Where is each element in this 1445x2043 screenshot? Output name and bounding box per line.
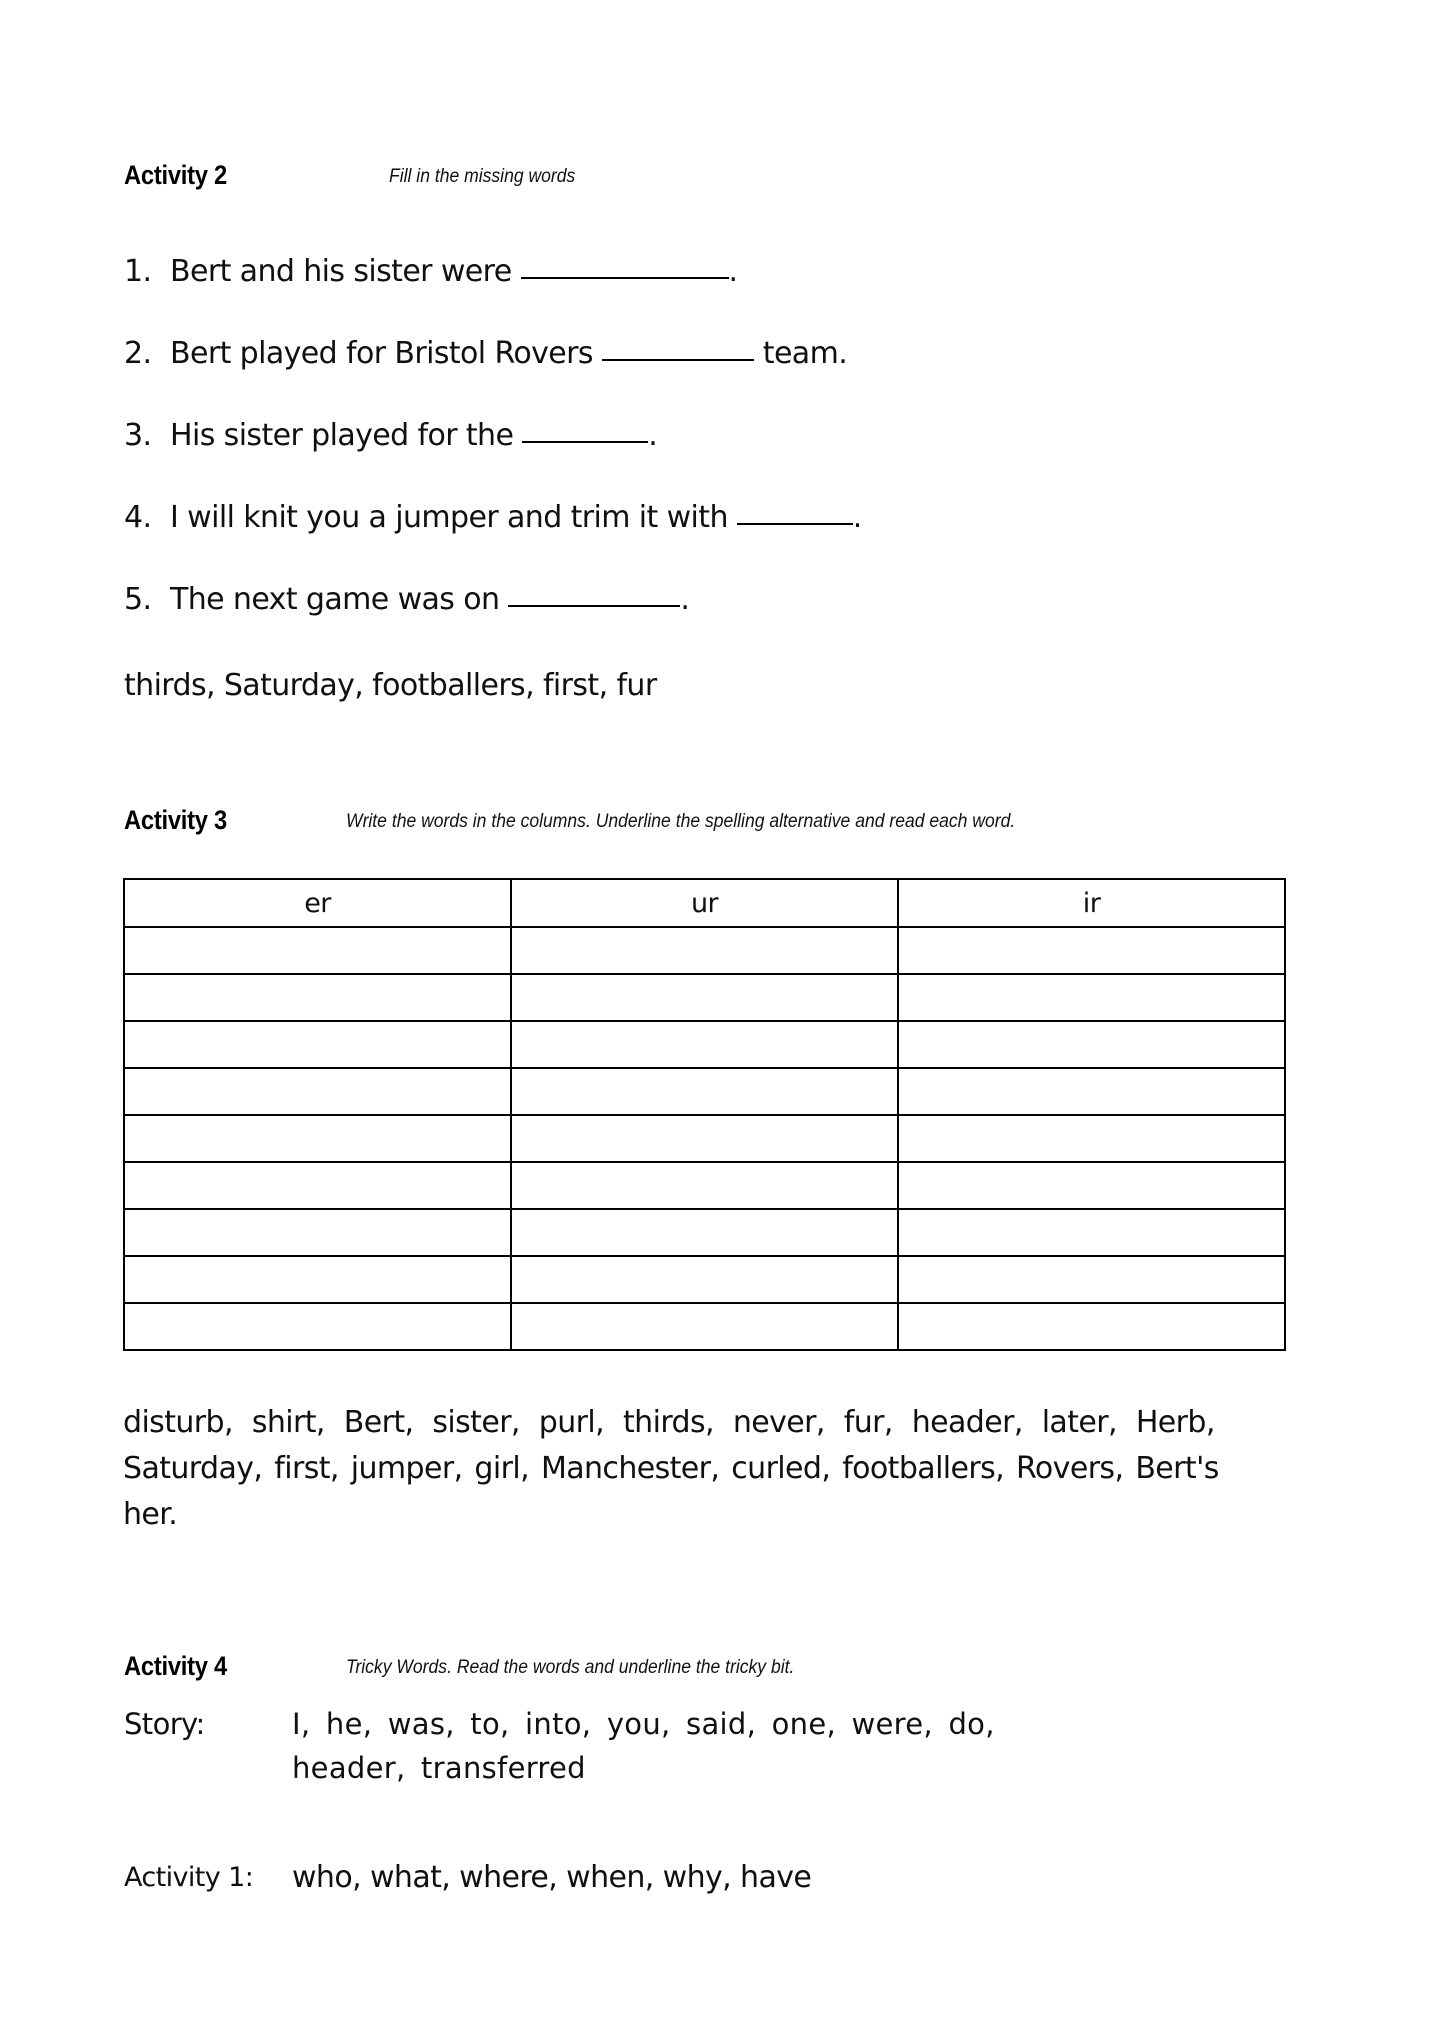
activity2-question-3: [124, 419, 657, 453]
word-bank-line: disturb, shirt, Bert, sister, purl, thirds, never, fur, header, later, Herb,: [123, 1405, 1215, 1440]
cell-er[interactable]: [124, 1068, 511, 1115]
cell-ur[interactable]: [511, 1209, 898, 1256]
question-text: Bert and his sister were: [170, 254, 512, 289]
column-header-ur: ur: [511, 879, 898, 927]
story-word-line: I, he, was, to, into, you, said, one, were, do,: [292, 1707, 995, 1741]
table-body: [124, 927, 1285, 1350]
answer-blank-3[interactable]: [522, 419, 648, 443]
activity2-question-1: [124, 255, 737, 289]
activity2-instruction: Fill in the missing words: [389, 165, 576, 187]
table-row: [124, 974, 1285, 1021]
cell-ur[interactable]: [511, 1303, 898, 1350]
cell-ir[interactable]: [898, 1209, 1285, 1256]
table-row: [124, 927, 1285, 974]
question-number: 5.: [124, 582, 152, 617]
question-number: 1.: [124, 254, 152, 289]
question-text: The next game was on: [170, 582, 500, 617]
question-number: 2.: [124, 336, 152, 371]
activity2-word-bank: thirds, Saturday, footballers, first, fur: [124, 668, 657, 703]
column-header-er: er: [124, 879, 511, 927]
cell-ir[interactable]: [898, 1021, 1285, 1068]
activity4-title: Activity 4: [124, 1651, 228, 1681]
cell-ir[interactable]: [898, 1162, 1285, 1209]
word-bank-line: Saturday, first, jumper, girl, Manchester, curled, footballers, Rovers, Bert's: [123, 1451, 1219, 1486]
cell-ir[interactable]: [898, 927, 1285, 974]
activity1-tricky-words-row: [124, 1860, 1224, 1902]
cell-er[interactable]: [124, 1303, 511, 1350]
answer-blank-4[interactable]: [737, 501, 853, 525]
cell-er[interactable]: [124, 1162, 511, 1209]
table-row: [124, 1256, 1285, 1303]
cell-ir[interactable]: [898, 1068, 1285, 1115]
table-row: [124, 1068, 1285, 1115]
activity4-header: [124, 1651, 1224, 1685]
activity3-header: [124, 805, 1324, 839]
question-suffix: .: [852, 500, 862, 535]
cell-er[interactable]: [124, 1209, 511, 1256]
answer-blank-5[interactable]: [508, 583, 680, 607]
question-number: 4.: [124, 500, 152, 535]
table-row: [124, 1162, 1285, 1209]
question-suffix: .: [648, 418, 658, 453]
story-word-line: header, transferred: [292, 1751, 586, 1785]
cell-ur[interactable]: [511, 1256, 898, 1303]
cell-ur[interactable]: [511, 1162, 898, 1209]
cell-ir[interactable]: [898, 1256, 1285, 1303]
table-header-row: [124, 879, 1285, 927]
activity3-word-bank: [123, 1400, 1308, 1538]
activity2-question-5: [124, 583, 689, 617]
story-tricky-words: [292, 1702, 1192, 1790]
cell-ur[interactable]: [511, 974, 898, 1021]
cell-ur[interactable]: [511, 1068, 898, 1115]
cell-er[interactable]: [124, 927, 511, 974]
activity3-instruction: Write the words in the columns. Underline the spelling alternative and read each word.: [346, 810, 1016, 832]
cell-ir[interactable]: [898, 1303, 1285, 1350]
cell-ir[interactable]: [898, 1115, 1285, 1162]
spelling-alternatives-table: [123, 878, 1286, 1351]
question-suffix: .: [728, 254, 738, 289]
question-suffix: team.: [762, 336, 848, 371]
story-label: Story:: [124, 1707, 205, 1741]
question-number: 3.: [124, 418, 152, 453]
activity1-tricky-words: who, what, where, when, why, have: [292, 1860, 812, 1895]
cell-er[interactable]: [124, 1021, 511, 1068]
answer-blank-1[interactable]: [521, 255, 729, 279]
activity4-instruction: Tricky Words. Read the words and underline the tricky bit.: [346, 1656, 795, 1678]
table-row: [124, 1209, 1285, 1256]
question-text: His sister played for the: [170, 418, 514, 453]
activity2-header: [124, 160, 1024, 194]
table-row: [124, 1021, 1285, 1068]
cell-er[interactable]: [124, 1256, 511, 1303]
cell-ur[interactable]: [511, 1021, 898, 1068]
cell-er[interactable]: [124, 1115, 511, 1162]
column-header-ir: ir: [898, 879, 1285, 927]
activity2-question-4: [124, 501, 862, 535]
question-suffix: .: [680, 582, 690, 617]
activity2-title: Activity 2: [124, 160, 228, 190]
cell-er[interactable]: [124, 974, 511, 1021]
answer-blank-2[interactable]: [602, 337, 754, 361]
cell-ir[interactable]: [898, 974, 1285, 1021]
activity2-question-2: [124, 337, 847, 371]
table-row: [124, 1303, 1285, 1350]
cell-ur[interactable]: [511, 927, 898, 974]
cell-ur[interactable]: [511, 1115, 898, 1162]
activity1-label: Activity 1:: [124, 1862, 254, 1893]
question-text: I will knit you a jumper and trim it with: [170, 500, 728, 535]
word-bank-line: her.: [123, 1497, 178, 1532]
table-row: [124, 1115, 1285, 1162]
activity3-title: Activity 3: [124, 805, 228, 835]
question-text: Bert played for Bristol Rovers: [170, 336, 593, 371]
